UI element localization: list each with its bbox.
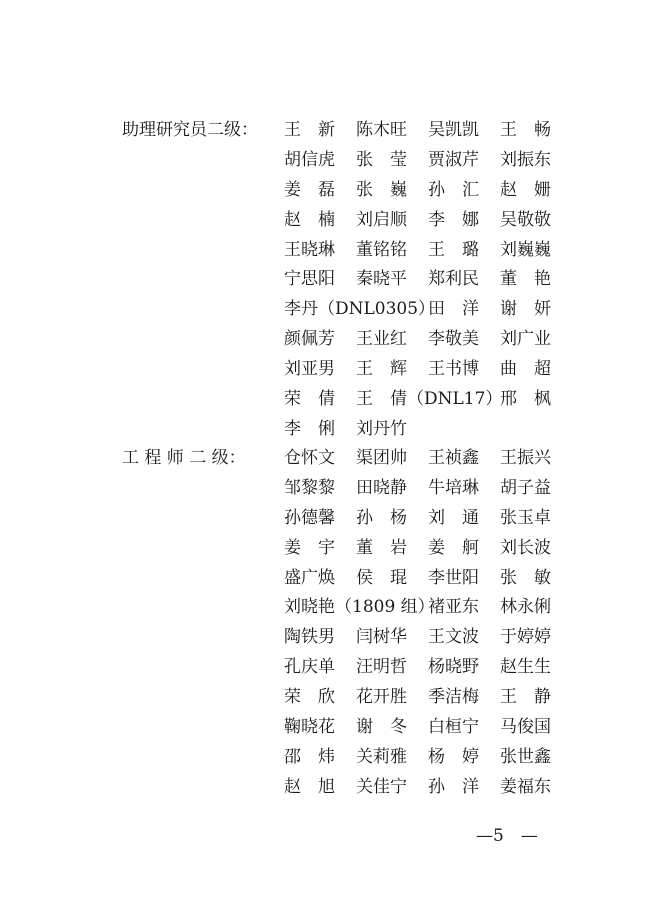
name-row (284, 150, 574, 180)
person-name: 王振兴 (500, 448, 551, 468)
person-name: 孔庆单 (284, 657, 335, 678)
section-label: 工 程 师 二 级： (122, 448, 246, 468)
person-name: 王 畅 (500, 120, 551, 140)
person-name: 季洁梅 (428, 687, 479, 708)
person-name: 胡子益 (500, 477, 551, 498)
person-name: 张世鑫 (500, 746, 551, 767)
person-name: 王 辉 (356, 359, 407, 380)
person-name: 王 倩（DNL17） (356, 389, 503, 410)
person-name: 荣 欣 (284, 687, 335, 708)
name-row (284, 508, 574, 538)
person-name: 王祯鑫 (428, 448, 479, 468)
person-name: 李世阳 (428, 567, 479, 588)
person-name: 姜 磊 (284, 179, 335, 200)
person-name: 鞠晓花 (284, 717, 335, 738)
name-row (284, 269, 574, 299)
person-name: 褚亚东 (428, 597, 479, 618)
person-name: 关莉雅 (356, 746, 407, 767)
name-row (284, 120, 574, 150)
person-name: 颜佩芳 (284, 329, 335, 350)
name-row (284, 657, 574, 687)
person-name: 刘巍巍 (500, 239, 551, 260)
person-name: 王 璐 (428, 239, 479, 260)
person-name: 郑利民 (428, 269, 479, 290)
person-name: 荣 倩 (284, 389, 335, 410)
person-name: 张 莹 (356, 149, 407, 170)
person-name: 赵 姗 (500, 179, 551, 200)
name-row (284, 568, 574, 598)
name-row (284, 777, 574, 807)
name-row (284, 717, 574, 747)
name-row (284, 448, 574, 478)
name-row (284, 597, 574, 627)
person-name: 姜 舸 (428, 537, 479, 558)
person-name: 谢 妍 (500, 299, 551, 320)
person-name: 姜 宇 (284, 537, 335, 558)
person-name: 田 洋 (428, 299, 479, 320)
person-name: 王业红 (356, 329, 407, 350)
name-row (284, 538, 574, 568)
person-name: 吴凯凯 (428, 120, 479, 140)
person-name: 董 岩 (356, 537, 407, 558)
name-row (284, 627, 574, 657)
person-name: 邵 炜 (284, 746, 335, 767)
person-name: 王 新 (284, 120, 335, 140)
person-name: 关佳宁 (356, 776, 407, 797)
person-name: 刘亚男 (284, 359, 335, 380)
person-name: 花开胜 (356, 687, 407, 708)
person-name: 刘晓艳（1809 组） (284, 597, 435, 618)
name-row (284, 419, 574, 449)
person-name: 盛广焕 (284, 567, 335, 588)
person-name: 王晓琳 (284, 239, 335, 260)
name-list (284, 448, 574, 807)
name-list (284, 120, 574, 449)
name-row (284, 389, 574, 419)
person-name: 李 娜 (428, 209, 479, 230)
person-name: 王书博 (428, 359, 479, 380)
name-row (284, 299, 574, 329)
person-name: 张 敏 (500, 567, 551, 588)
section-label: 助理研究员二级： (122, 120, 258, 140)
person-name: 杨晓野 (428, 657, 479, 678)
person-name: 李 俐 (284, 418, 335, 439)
name-row (284, 180, 574, 210)
person-name: 闫树华 (356, 627, 407, 648)
person-name: 李丹（DNL0305） (284, 299, 436, 320)
person-name: 姜福东 (500, 776, 551, 797)
name-row (284, 210, 574, 240)
person-name: 孙德馨 (284, 507, 335, 528)
person-name: 陶铁男 (284, 627, 335, 648)
person-name: 田晓静 (356, 477, 407, 498)
name-row (284, 747, 574, 777)
person-name: 贾淑芹 (428, 149, 479, 170)
person-name: 秦晓平 (356, 269, 407, 290)
person-name: 于婷婷 (500, 627, 551, 648)
person-name: 吴敬敬 (500, 209, 551, 230)
person-name: 宁思阳 (284, 269, 335, 290)
person-name: 刘振东 (500, 149, 551, 170)
person-name: 张玉卓 (500, 507, 551, 528)
person-name: 邹黎黎 (284, 477, 335, 498)
person-name: 刘丹竹 (356, 418, 407, 439)
person-name: 仓怀文 (284, 448, 335, 468)
person-name: 汪明哲 (356, 657, 407, 678)
person-name: 赵生生 (500, 657, 551, 678)
person-name: 邢 枫 (500, 389, 551, 410)
person-name: 侯 琨 (356, 567, 407, 588)
person-name: 陈木旺 (356, 120, 407, 140)
person-name: 张 巍 (356, 179, 407, 200)
person-name: 李敬美 (428, 329, 479, 350)
name-row (284, 359, 574, 389)
person-name: 孙 杨 (356, 507, 407, 528)
person-name: 董铭铭 (356, 239, 407, 260)
person-name: 王 静 (500, 687, 551, 708)
person-name: 董 艳 (500, 269, 551, 290)
person-name: 赵 旭 (284, 776, 335, 797)
name-row (284, 240, 574, 270)
person-name: 胡信虎 (284, 149, 335, 170)
page-number: —5 — (476, 826, 538, 846)
person-name: 刘启顺 (356, 209, 407, 230)
person-name: 马俊国 (500, 717, 551, 738)
person-name: 渠团帅 (356, 448, 407, 468)
person-name: 王文波 (428, 627, 479, 648)
person-name: 赵 楠 (284, 209, 335, 230)
name-row (284, 687, 574, 717)
person-name: 林永俐 (500, 597, 551, 618)
person-name: 牛培琳 (428, 477, 479, 498)
person-name: 谢 冬 (356, 717, 407, 738)
person-name: 刘长波 (500, 537, 551, 558)
person-name: 白桓宁 (428, 717, 479, 738)
person-name: 刘 通 (428, 507, 479, 528)
person-name: 曲 超 (500, 359, 551, 380)
person-name: 杨 婷 (428, 746, 479, 767)
name-row (284, 478, 574, 508)
person-name: 孙 洋 (428, 776, 479, 797)
person-name: 刘广业 (500, 329, 551, 350)
name-row (284, 329, 574, 359)
person-name: 孙 汇 (428, 179, 479, 200)
